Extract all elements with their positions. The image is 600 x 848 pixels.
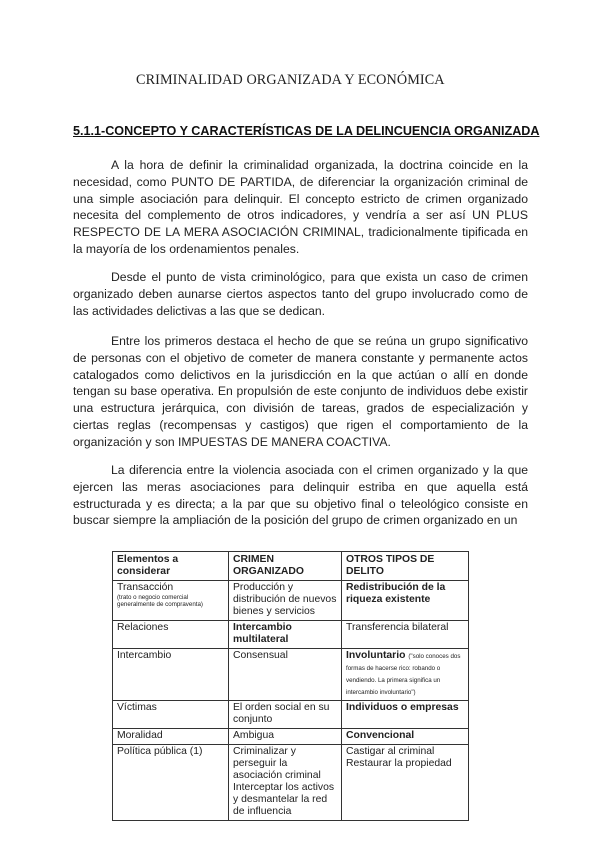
table-row — [113, 729, 469, 745]
other-cell — [342, 649, 469, 701]
crime-cell: Criminalizar y perseguir la asociación criminal Interceptar los activos y desmantelar la red de influencia — [229, 745, 342, 821]
other-cell: Transferencia bilateral — [342, 621, 469, 649]
other-cell: Redistribución de la riqueza existente — [342, 581, 469, 621]
element-note: (trato o negocio comercial generalmente de compraventa) — [117, 594, 203, 608]
crime-cell: Consensual — [229, 649, 342, 701]
element-cell: Intercambio — [113, 649, 229, 701]
crime-cell: El orden social en su conjunto — [229, 701, 342, 729]
crime-cell: Producción y distribución de nuevos bienes y servicios — [229, 581, 342, 621]
other-cell: Convencional — [342, 729, 469, 745]
element-cell — [113, 581, 229, 621]
crime-cell: Intercambio multilateral — [229, 621, 342, 649]
table-row — [113, 581, 469, 621]
other-cell: Castigar al criminal Restaurar la propiedad — [342, 745, 469, 821]
comparison-table — [112, 551, 469, 821]
element-cell: Política pública (1) — [113, 745, 229, 821]
header-other-crimes: OTROS TIPOS DE DELITO — [342, 552, 469, 581]
element-cell: Relaciones — [113, 621, 229, 649]
document-title: CRIMINALIDAD ORGANIZADA Y ECONÓMICA — [136, 72, 445, 88]
paragraph-violence-difference: La diferencia entre la violencia asociada con el crimen organizado y la que ejercen las meras asociaciones para delinquir estriba en que aquella está estructurada y es directa; a la par que su objetivo final o teleológico consiste en buscar siempre la ampliación de la posición del grupo de crimen organizado en un — [73, 463, 528, 528]
header-organized-crime: CRIMEN ORGANIZADO — [229, 552, 342, 581]
table-row — [113, 621, 469, 649]
section-heading: 5.1.1-CONCEPTO Y CARACTERÍSTICAS DE LA DELINCUENCIA ORGANIZADA — [73, 124, 540, 138]
table-row — [113, 745, 469, 821]
element-label: Transacción — [117, 582, 174, 593]
crime-cell: Ambigua — [229, 729, 342, 745]
element-cell: Moralidad — [113, 729, 229, 745]
header-elements: Elementos a considerar — [113, 552, 229, 581]
table-header-row — [113, 552, 469, 581]
element-cell: Víctimas — [113, 701, 229, 729]
paragraph-criminological-view: Desde el punto de vista criminológico, para que exista un caso de crimen organizado deben aunarse ciertos aspectos tanto del grupo involucrado como de las actividades delictivas a las que se dedican. — [73, 270, 528, 318]
table-row — [113, 649, 469, 701]
paragraph-definition: A la hora de definir la criminalidad organizada, la doctrina coincide en la necesidad, como PUNTO DE PARTIDA, de diferenciar la organización criminal de una simple asociación para delinquir. El concepto estricto de crimen organizado necesita del complemento de otros indicadores, y vendría a ser así UN PLUS RESPECTO DE LA MERA ASOCIACIÓN CRIMINAL, tradicionalmente tipificada en la mayoría de los ordenamientos penales. — [73, 158, 528, 256]
other-label: Involuntario — [346, 650, 406, 661]
paragraph-group-aspects: Entre los primeros destaca el hecho de que se reúna un grupo significativo de personas con el objetivo de cometer de manera constante y permanente actos catalogados como delictivos en la jurisdicción en la que actúan o allí en donde tengan su base operativa. En propulsión de este conjunto de individuos debe existir una estructura jerárquica, con división de tareas, grados de especialización y ciertas reglas (recompensas y castigos) que rigen el comportamiento de la organización y son IMPUESTAS DE MANERA COACTIVA. — [73, 334, 528, 449]
other-cell: Individuos o empresas — [342, 701, 469, 729]
other-note: ("solo conoces dos formas de hacerse rico: robando o vendiendo. La primera significa un intercambio involuntario") — [346, 653, 461, 696]
table-row — [113, 701, 469, 729]
